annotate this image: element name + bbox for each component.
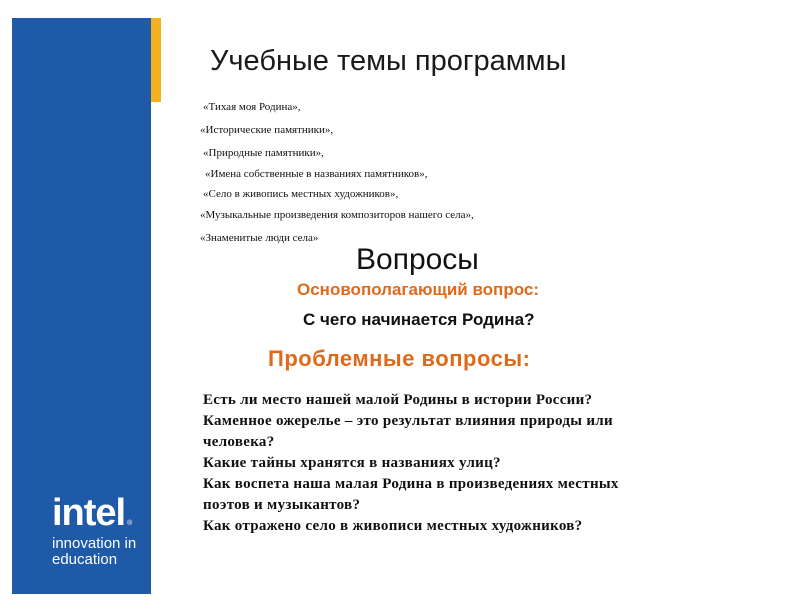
intel-logo xyxy=(52,494,152,568)
essential-question-text: С чего начинается Родина? xyxy=(303,310,535,329)
trademark-mark: ® xyxy=(127,520,133,527)
logo-tagline-line2: education xyxy=(52,551,118,568)
problem-question-line: человека? xyxy=(203,434,275,450)
logo-tagline xyxy=(52,536,152,568)
topic-item: «Музыкальные произведения композиторов нашего села», xyxy=(200,209,474,221)
questions-heading: Вопросы xyxy=(356,243,479,276)
gold-accent-bar xyxy=(151,18,161,102)
topic-item: «Тихая моя Родина», xyxy=(203,101,301,113)
essential-question-label: Основополагающий вопрос: xyxy=(297,280,539,299)
problem-question-line: Каменное ожерелье – это результат влияния природы или xyxy=(203,413,613,429)
topic-item: «Село в живопись местных художников», xyxy=(203,188,399,200)
topic-item: «Знаменитые люди села» xyxy=(200,232,319,244)
topic-item: «Имена собственные в названиях памятников», xyxy=(205,168,428,180)
problem-question-line: Как воспета наша малая Родина в произведениях местных xyxy=(203,476,619,492)
problem-question-line: Есть ли место нашей малой Родины в истории России? xyxy=(203,392,593,408)
problem-question-line: поэтов и музыкантов? xyxy=(203,497,361,513)
slide-title: Учебные темы программы xyxy=(210,45,567,77)
topic-item: «Природные памятники», xyxy=(203,147,324,159)
intel-logo-word: intel xyxy=(52,492,126,534)
problem-questions-list xyxy=(203,390,703,537)
problem-question-line: Как отражено село в живописи местных художников? xyxy=(203,518,583,534)
problem-questions-label: Проблемные вопросы: xyxy=(268,346,531,371)
topic-item: «Исторические памятники», xyxy=(200,124,334,136)
logo-tagline-line1: innovation in xyxy=(52,535,137,552)
problem-question-line: Какие тайны хранятся в названиях улиц? xyxy=(203,455,501,471)
